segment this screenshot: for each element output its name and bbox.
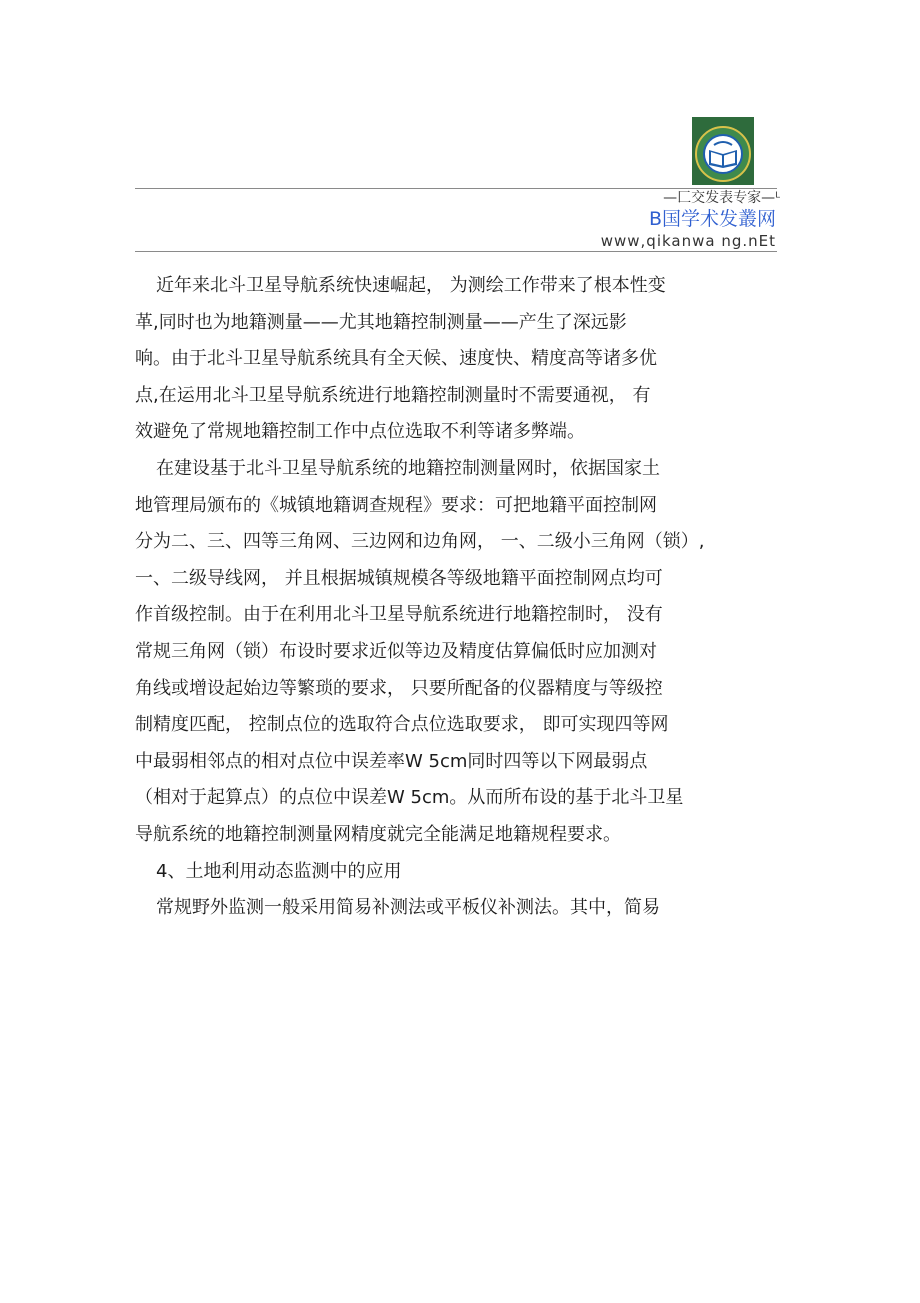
paragraph-2-line: 作首级控制。由于在利用北斗卫星导航系统进行地籍控制时， 没有: [135, 604, 663, 626]
header-bottom-rule: [135, 251, 777, 252]
paragraph-2-line: 中最弱相邻点的相对点位中误差率W 5cm同时四等以下网最弱点: [135, 750, 648, 772]
paragraph-2-line: 角线或增设起始边等繁琐的要求， 只要所配备的仪器精度与等级控: [135, 677, 663, 699]
site-logo: [692, 117, 754, 185]
section-heading: 4、土地利用动态监测中的应用: [156, 860, 402, 882]
paragraph-2-line: 常规三角网（锁）布设时要求近似等边及精度估算偏低时应加测对: [135, 640, 657, 662]
paragraph-2-line: 在建设基于北斗卫星导航系统的地籍控制测量网时，依据国家土: [156, 457, 660, 479]
paragraph-1-line: 近年来北斗卫星导航系统快速崛起， 为测绘工作带来了根本性变: [156, 275, 666, 296]
paragraph-2-line: 分为二、三、四等三角网、三边网和边角网， 一、二级小三角网（锁）,: [135, 531, 705, 553]
header-site-name[interactable]: B国学术发叢网: [648, 208, 776, 230]
header-tagline: —匚交发表专家—ᴸ: [663, 190, 780, 206]
open-book-emblem-icon: [692, 117, 754, 185]
paragraph-2-line: 一、二级导线网， 并且根据城镇规模各等级地籍平面控制网点均可: [135, 567, 663, 589]
paragraph-2-line: 地管理局颁布的《城镇地籍调查规程》要求：可把地籍平面控制网: [135, 494, 657, 516]
paragraph-1-line: 点,在运用北斗卫星导航系统进行地籍控制测量时不需要通视， 有: [135, 384, 651, 406]
paragraph-1-line: 效避免了常规地籍控制工作中点位选取不利等诸多弊端。: [135, 421, 585, 443]
paragraph-2-line: 导航系统的地籍控制测量网精度就完全能满足地籍规程要求。: [135, 823, 621, 845]
paragraph-3-line: 常规野外监测一般采用简易补测法或平板仪补测法。其中，简易: [156, 897, 660, 919]
paragraph-1-line: 响。由于北斗卫星导航系统具有全天候、速度快、精度高等诸多优: [135, 348, 657, 370]
paragraph-2-line: （相对于起算点）的点位中误差W 5cm。从而所布设的基于北斗卫星: [135, 787, 684, 809]
paragraph-2-line: 制精度匹配， 控制点位的选取符合点位选取要求， 即可实现四等网: [135, 714, 669, 736]
paragraph-1-line: 革,同时也为地籍测量——尤其地籍控制测量——产生了深远影: [135, 311, 627, 333]
article-body: [135, 268, 785, 927]
header-top-rule: [135, 188, 777, 189]
header-site-url[interactable]: www,qikanwa ng.nEt: [600, 232, 776, 250]
